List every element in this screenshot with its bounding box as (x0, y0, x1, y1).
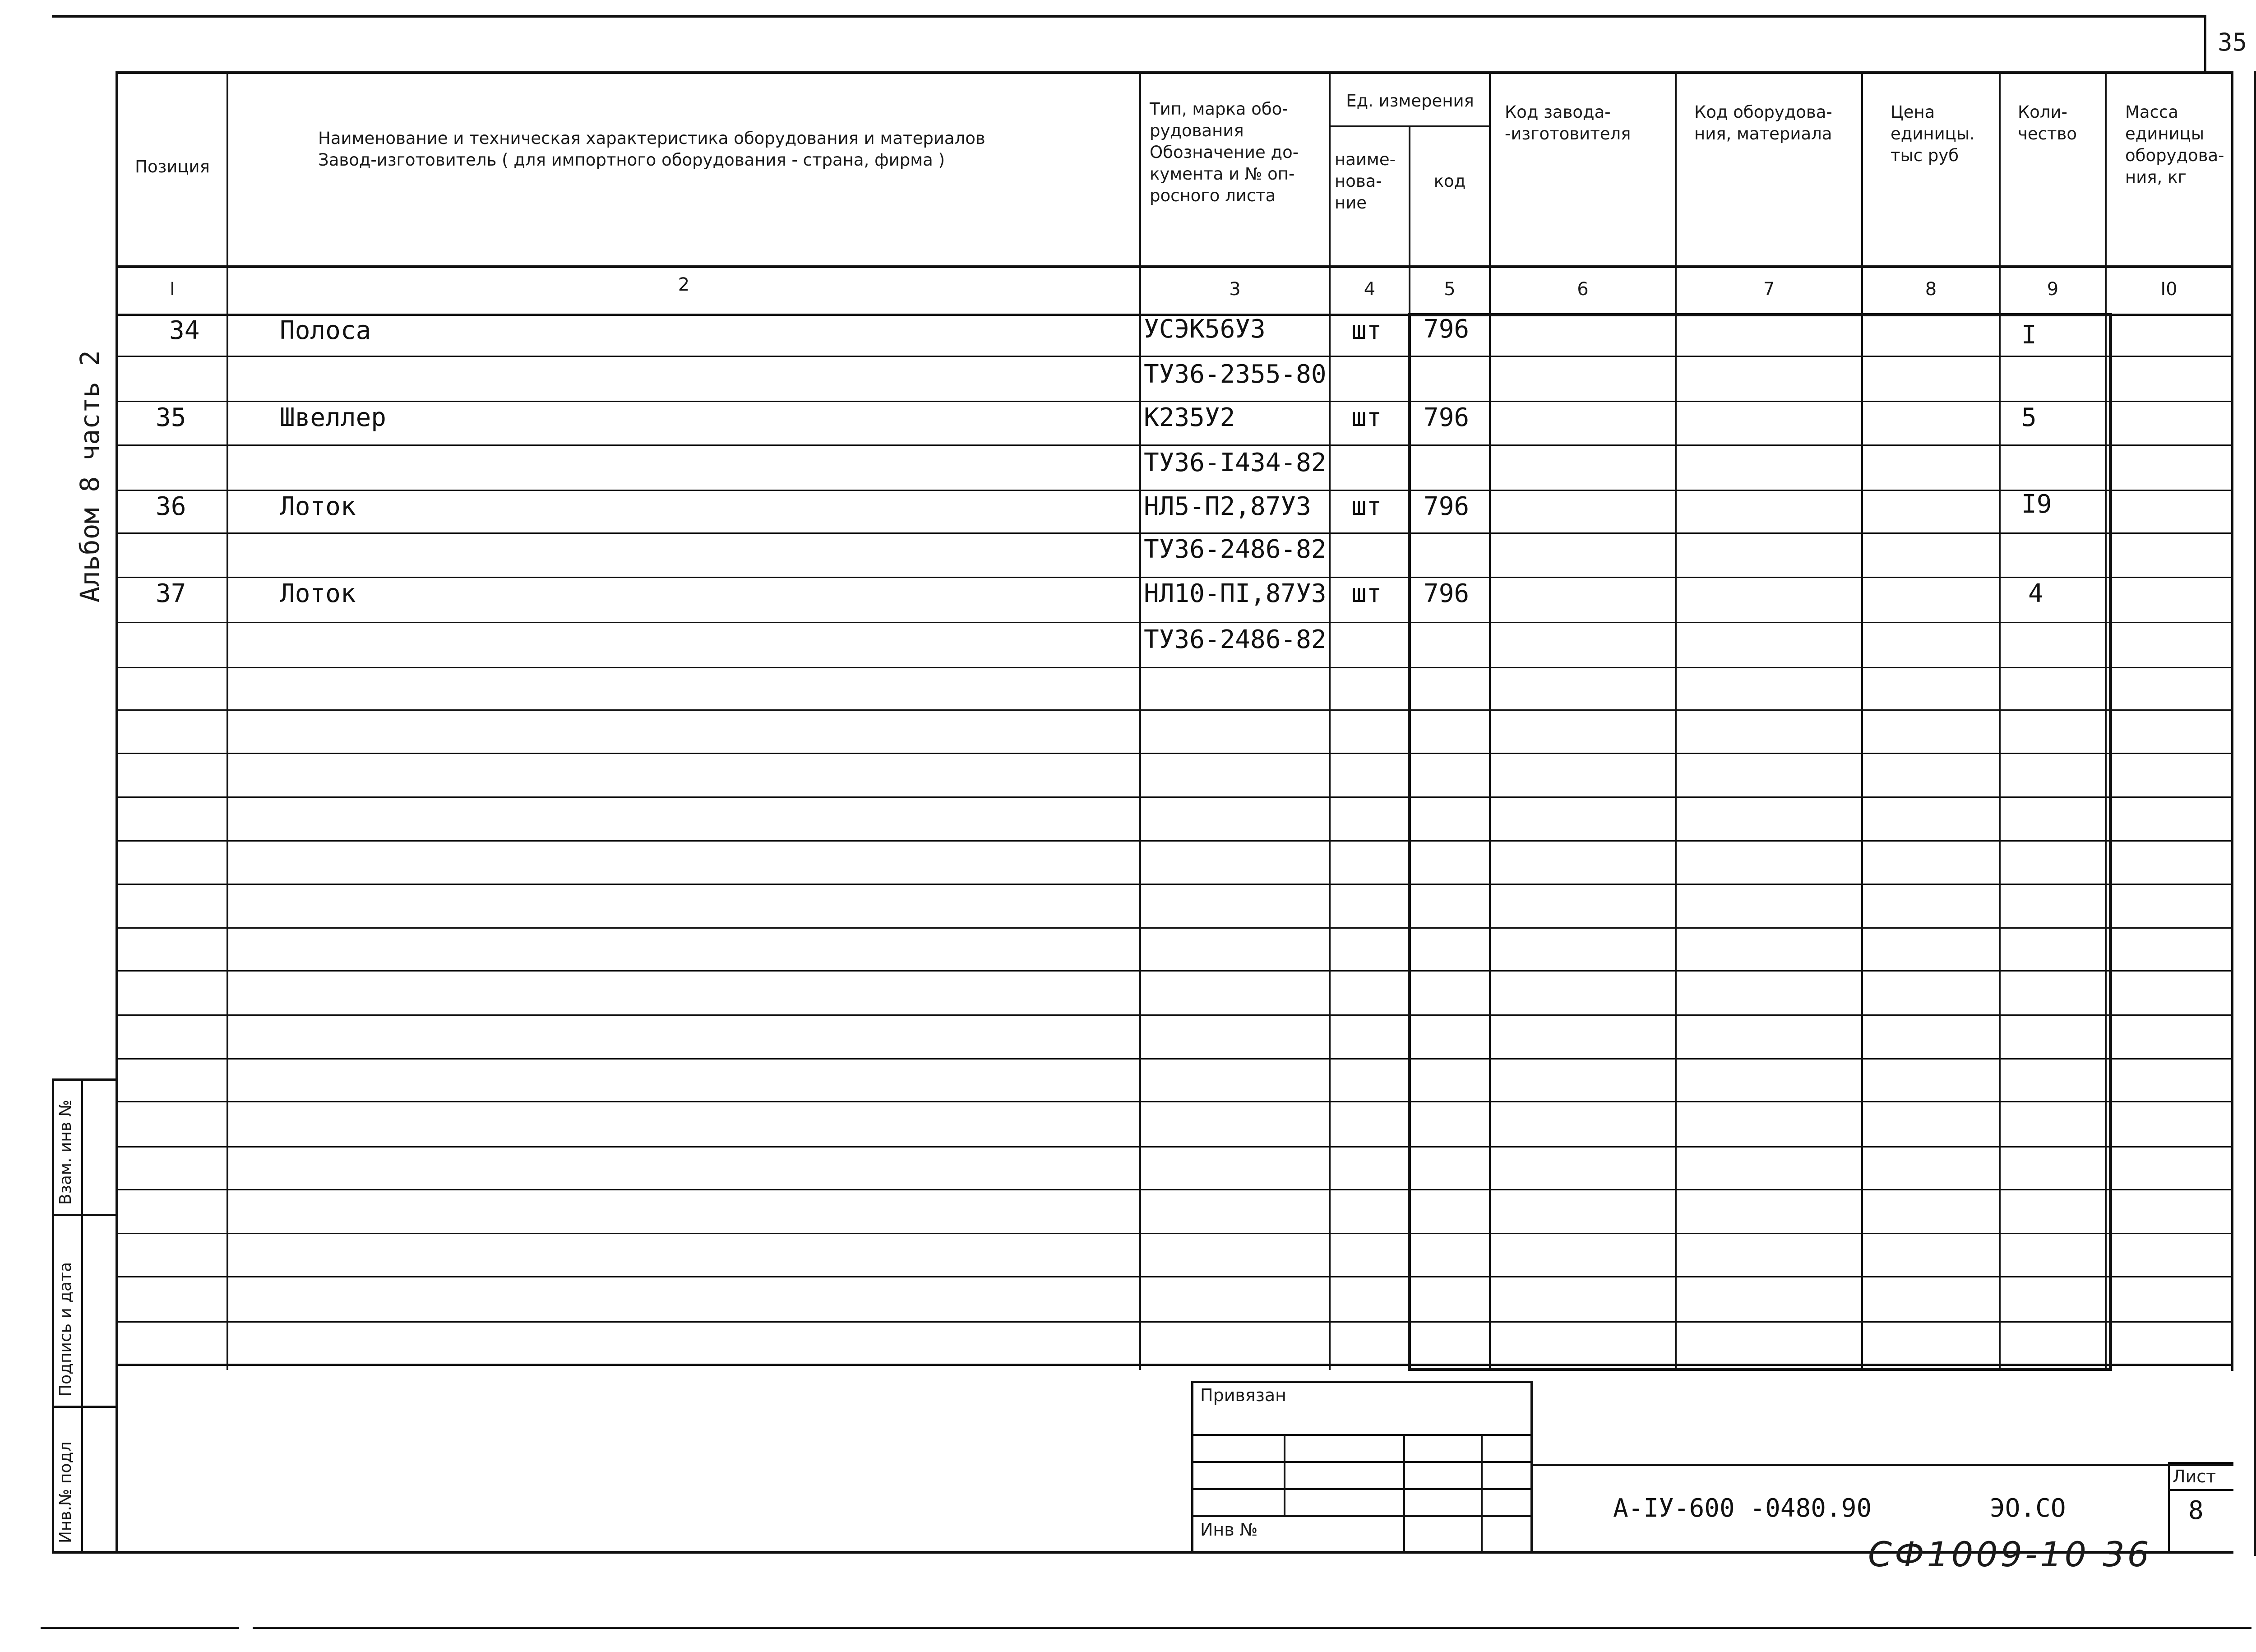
column-number-7: 7 (1763, 279, 1775, 300)
row7-position: 37 (156, 579, 186, 608)
row7-qty: 4 (2028, 579, 2043, 608)
row5-unit: шт (1351, 492, 1382, 521)
side-stamp-left-line (52, 1078, 54, 1552)
side-stamp-inv-podl: Инв.№ подл (56, 1441, 75, 1543)
side-stamp-div1 (52, 1214, 117, 1216)
inv-no-label: Инв № (1200, 1520, 1258, 1540)
col-sep-3 (1329, 71, 1331, 1370)
row6-type: ТУ36-2486-82 (1144, 535, 1327, 564)
handwritten-archive-note: СФ1009-10 36 (1868, 1534, 2152, 1574)
row8-type: ТУ36-2486-82 (1144, 625, 1327, 654)
sheet-box-mid (2168, 1489, 2233, 1491)
column-number-1: I (170, 279, 175, 300)
frame-right-outer (2254, 71, 2256, 1556)
section-code: ЭО.СО (1990, 1494, 2066, 1523)
row3-type: К235У2 (1144, 403, 1235, 432)
sheet-number: 8 (2188, 1496, 2204, 1525)
header-position: Позиция (135, 157, 210, 176)
sheet-label: Лист (2173, 1467, 2216, 1486)
cut-line-right (253, 1627, 2251, 1629)
privyazan-top (1191, 1381, 1532, 1383)
column-number-8: 8 (1925, 279, 1937, 300)
row1-qty: I (2021, 320, 2037, 350)
row5-type: НЛ5-П2,87УЗ (1144, 492, 1311, 521)
row4-type: ТУ36-I434-82 (1144, 448, 1327, 477)
privyazan-left (1191, 1381, 1193, 1554)
row1-type: УСЭК56УЗ (1144, 315, 1266, 344)
row5-name: Лоток (280, 492, 356, 521)
header-bottom-line (117, 265, 2233, 268)
sheet-corner-number: 35 (2217, 28, 2247, 56)
header-type: Тип, марка обо- рудования Обозначение до- кумента и № оп- росного листа (1150, 99, 1299, 205)
header-unit-name: наиме- нова- ние (1335, 150, 1396, 213)
row1-unit: шт (1351, 316, 1382, 345)
row3-name: Швеллер (280, 403, 387, 432)
row1-code: 796 (1424, 315, 1470, 344)
side-stamp-div2 (52, 1406, 117, 1408)
header-unit-group: Ед. измерения (1346, 91, 1474, 111)
code-block-top (1532, 1464, 2233, 1466)
header-unit-code: код (1433, 171, 1466, 191)
cut-line-left (41, 1627, 239, 1629)
privyazan-col2 (1403, 1434, 1405, 1554)
side-stamp-mid-line (81, 1078, 83, 1552)
column-number-4: 4 (1364, 279, 1376, 300)
row3-unit: шт (1351, 403, 1382, 432)
header-quantity: Коли- чество (2018, 102, 2077, 143)
header-equipment-code: Код оборудова- ния, материала (1694, 102, 1832, 143)
row3-position: 35 (156, 403, 186, 432)
side-stamp-vzam: Взам. инв № (56, 1100, 75, 1205)
column-number-3: 3 (1229, 279, 1241, 300)
privyazan-label: Привязан (1200, 1385, 1286, 1405)
sheet-box-left (2168, 1464, 2170, 1552)
row3-qty: 5 (2021, 403, 2037, 432)
row7-type: НЛ10-ПI,87УЗ (1144, 579, 1327, 608)
privyazan-col3 (1481, 1434, 1483, 1554)
row7-code: 796 (1424, 579, 1470, 608)
row3-code: 796 (1424, 403, 1470, 432)
header-factory-code: Код завода- -изготовителя (1505, 102, 1631, 143)
row5-qty: I9 (2021, 490, 2052, 519)
album-side-title: Альбом 8 часть 2 (74, 350, 105, 602)
column-number-2: 2 (678, 274, 690, 295)
privyazan-col1 (1284, 1434, 1285, 1515)
column-number-6: 6 (1577, 279, 1589, 300)
side-stamp-top (52, 1078, 117, 1081)
column-number-10: I0 (2160, 279, 2177, 300)
top-border-line (52, 15, 2204, 18)
side-stamp-podpis: Подпись и дата (56, 1262, 75, 1397)
row7-unit: шт (1351, 579, 1382, 608)
thick-box-region (1408, 313, 2112, 1371)
frame-top (117, 71, 2233, 74)
sheet-box-top (2168, 1462, 2233, 1464)
header-mass: Масса единицы оборудова- ния, кг (2125, 102, 2224, 187)
row7-name: Лоток (280, 579, 356, 608)
column-number-9: 9 (2047, 279, 2059, 300)
privyazan-right (1530, 1381, 1533, 1554)
header-name: Наименование и техническая характеристика оборудования и материалов Завод-изготовитель ( для импортного оборудования - страна, фирма ) (318, 129, 985, 170)
column-number-5: 5 (1444, 279, 1456, 300)
col-sep-1 (227, 71, 228, 1370)
row2-type: ТУ36-2355-80 (1144, 360, 1327, 389)
row1-name: Полоса (280, 316, 371, 345)
document-code: А-IУ-600 -0480.90 (1613, 1494, 1872, 1523)
row1-position: 34 (169, 316, 200, 345)
header-price: Цена единицы. тыс руб (1891, 102, 1975, 165)
row5-code: 796 (1424, 492, 1470, 521)
row5-position: 36 (156, 492, 186, 521)
col-sep-2 (1139, 71, 1141, 1370)
